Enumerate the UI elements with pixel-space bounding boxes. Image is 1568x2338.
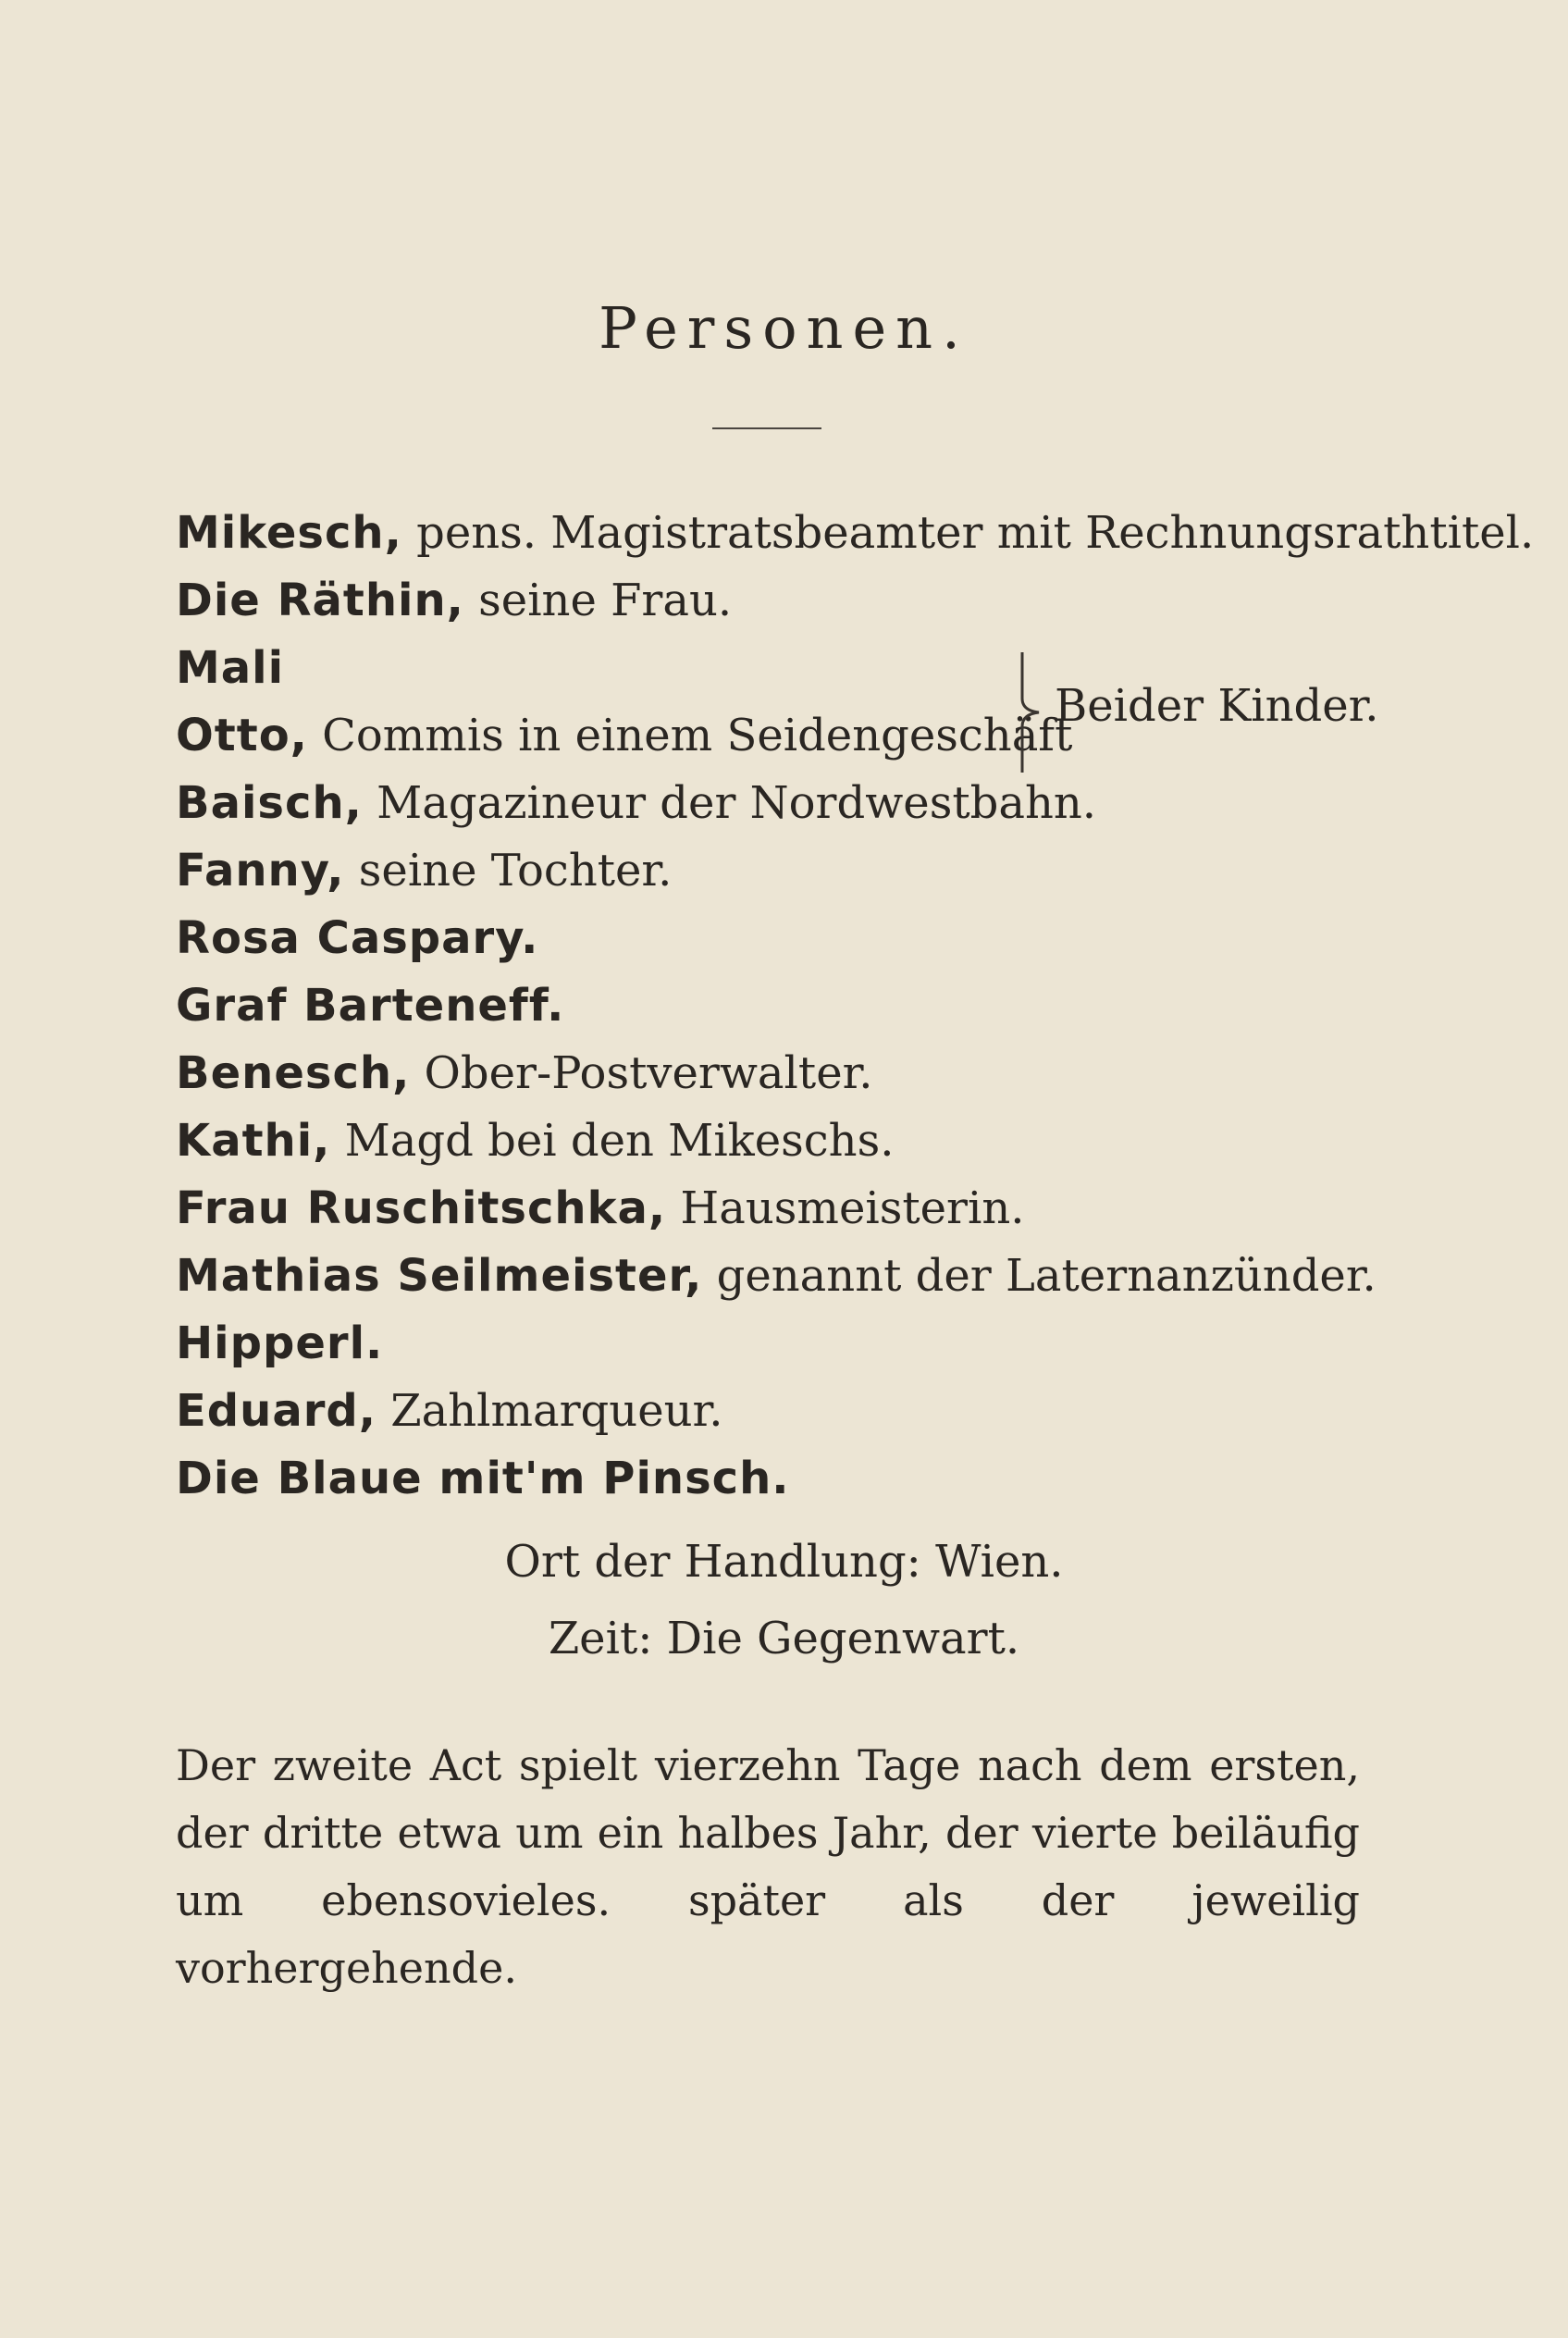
place-of-action: Ort der Handlung: Wien.	[504, 1536, 1064, 1588]
cast-desc: Hausmeisterin.	[666, 1182, 1025, 1234]
note-line: der dritte etwa um ein halbes Jahr, der vierte beiläufig	[176, 1808, 1360, 1858]
cast-desc: Commis in einem Seidengeschäft	[307, 710, 1073, 761]
cast-desc: pens. Magistratsbeamter mit Rechnungsrathtitel.	[401, 507, 1535, 559]
cast-row	[176, 1243, 1415, 1310]
cast-row	[176, 1107, 1415, 1175]
cast-list	[176, 500, 1535, 1513]
cast-name: Mali	[176, 642, 285, 694]
cast-row	[176, 1040, 1415, 1107]
title-rule	[712, 427, 821, 429]
cast-name: Baisch,	[176, 777, 363, 829]
cast-row	[176, 837, 1415, 905]
cast-name: Rosa Caspary.	[176, 912, 539, 964]
cast-row	[176, 1175, 1415, 1243]
cast-name: Hipperl.	[176, 1317, 384, 1369]
cast-desc: Zahlmarqueur.	[376, 1385, 723, 1437]
cast-name: Die Räthin,	[176, 575, 464, 626]
cast-row	[176, 567, 1415, 635]
cast-name: Kathi,	[176, 1115, 331, 1167]
time-of-action: Zeit: Die Gegenwart.	[548, 1613, 1020, 1664]
cast-row	[176, 770, 1415, 837]
cast-name: Frau Ruschitschka,	[176, 1182, 667, 1234]
cast-row	[176, 1445, 1415, 1513]
cast-name: Benesch,	[176, 1047, 411, 1099]
cast-name: Graf Barteneff.	[176, 980, 565, 1032]
cast-row	[176, 905, 1415, 972]
cast-name: Eduard,	[176, 1385, 377, 1437]
group-brace	[1013, 648, 1050, 777]
note-line: Der zweite Act spielt vierzehn Tage nach dem ersten,	[176, 1740, 1360, 1790]
cast-name: Mathias Seilmeister,	[176, 1250, 703, 1302]
cast-name: Die Blaue mit'm Pinsch.	[176, 1453, 790, 1504]
cast-row	[176, 1310, 1415, 1378]
page-title: Personen.	[599, 294, 969, 362]
cast-desc: seine Tochter.	[344, 845, 673, 897]
cast-name: Otto,	[176, 710, 308, 761]
cast-name: Mikesch,	[176, 507, 402, 559]
cast-name: Fanny,	[176, 845, 345, 897]
cast-desc: seine Frau.	[463, 575, 733, 626]
cast-desc: genannt der Laternanzünder.	[702, 1250, 1377, 1302]
cast-desc: Magd bei den Mikeschs.	[330, 1115, 895, 1167]
note-line: um ebensovieles. später als der jeweilig vorhergehende.	[176, 1875, 1360, 1993]
cast-row	[176, 500, 1535, 567]
act-note	[176, 1732, 1360, 2002]
cast-row	[176, 1378, 1415, 1445]
cast-desc: Ober-Postverwalter.	[410, 1047, 873, 1099]
group-label: Beider Kinder.	[1055, 680, 1379, 732]
cast-row	[176, 972, 1415, 1040]
cast-desc: Magazineur der Nordwestbahn.	[362, 777, 1097, 829]
